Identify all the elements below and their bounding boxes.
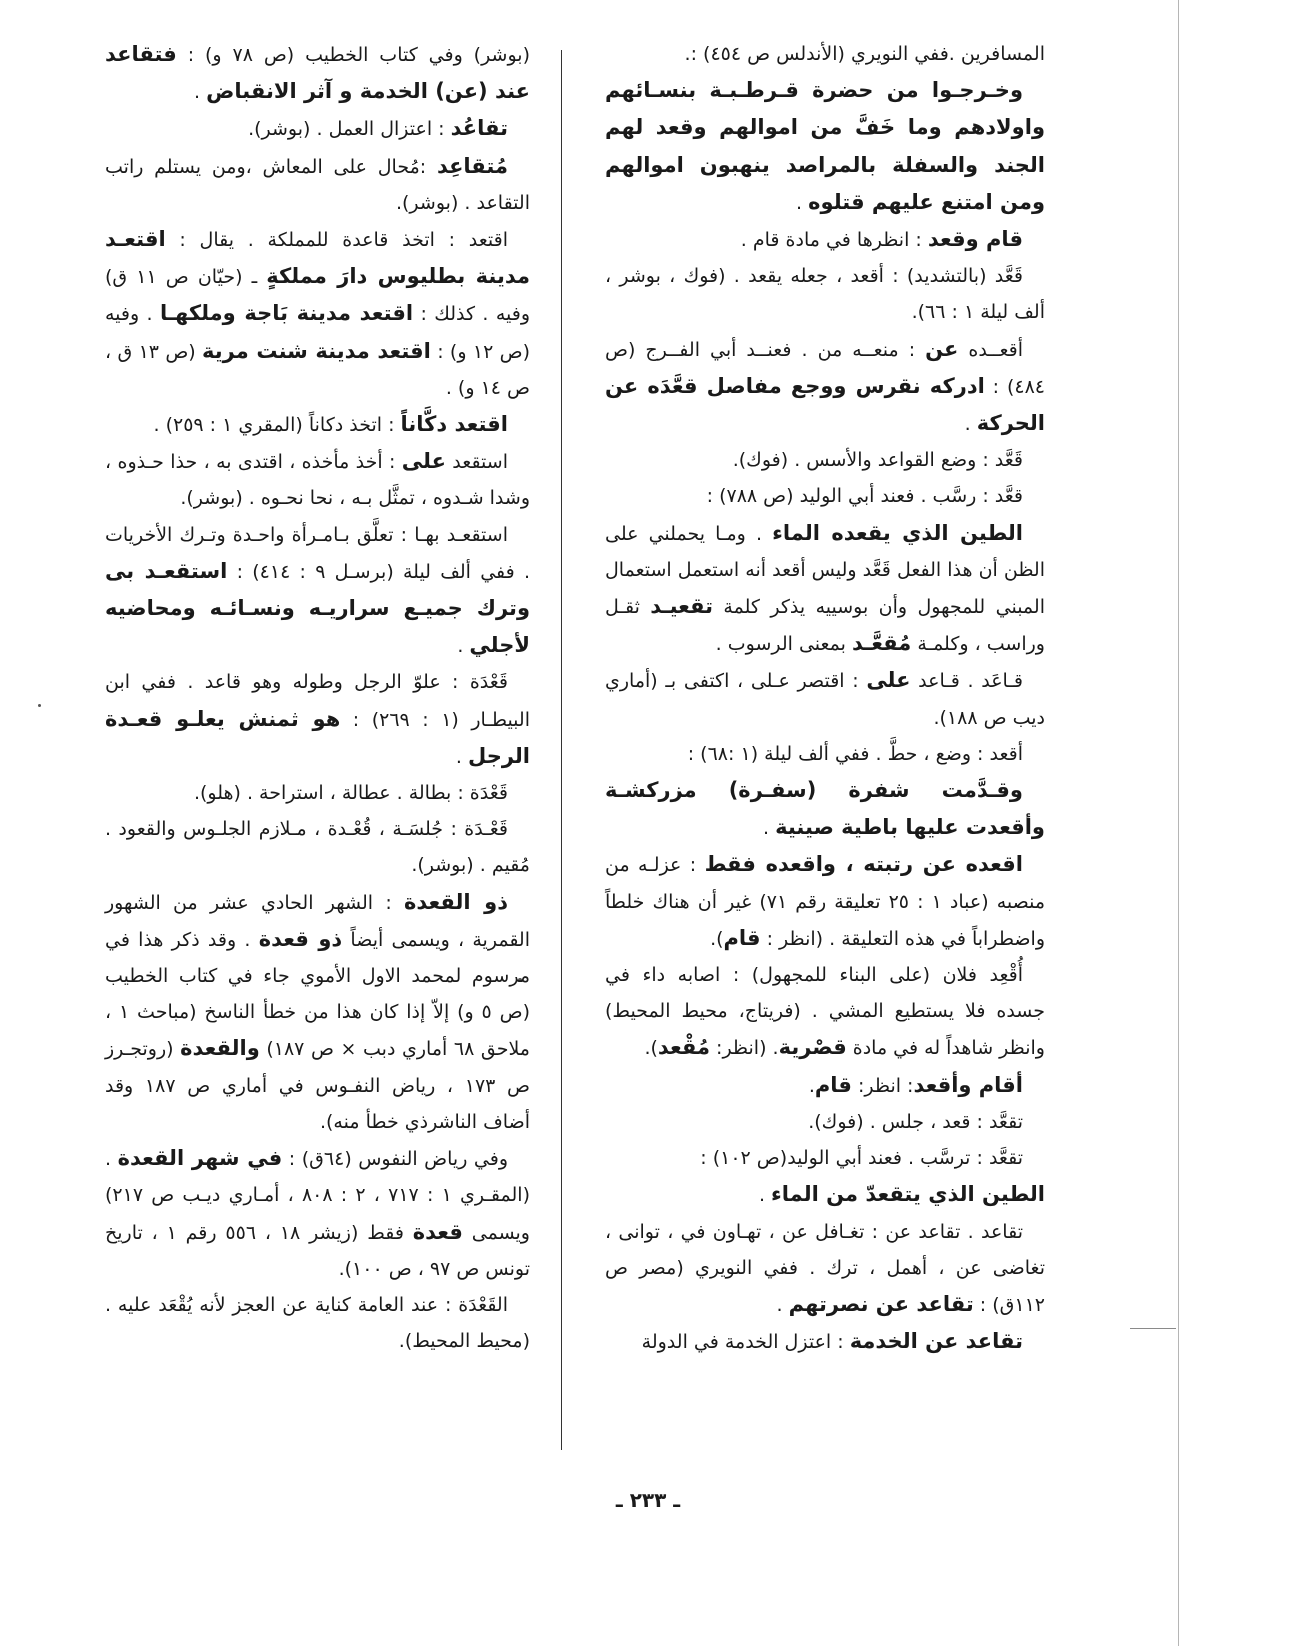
scan-margin-mark — [1130, 1328, 1176, 1329]
dictionary-entry: تقاعُد : اعتزال العمل . (بوشر). — [248, 116, 508, 141]
dictionary-entry: تقاعد عن الخدمة : اعتزل الخدمة في الدولة — [641, 1329, 1023, 1354]
dictionary-entry: مُتقاعِد :مُحال على المعاش ،ومن يستلم راتب التقاعد . (بوشر). — [105, 153, 530, 214]
scan-speck — [38, 704, 41, 707]
dictionary-entry: استقعد على : أخذ مأخذه ، اقتدى به ، حذا حـذوه ، وشدا شـدوه ، تمثَّل بـه ، نحا نحـوه . (بوشر). — [105, 449, 530, 510]
dictionary-entry: قَعْدَة : بطالة . عطالة ، استراحة . (هلو). — [193, 782, 508, 805]
dictionary-entry: (بوشر) وفي كتاب الخطيب (ص ٧٨ و) : فتقاعد عند (عن) الخدمة و آثر الانقباض . — [105, 42, 530, 104]
dictionary-entry: وفي رياض النفوس (٦٤ق) : في شهر القعدة . (المقـري ١ : ٧١٧ ، ٢ : ٨٠٨ ، أمـاري ديـب ص ٢١٧) ويسمى قعدة فقط (زيشر ١٨ ، ٥٥٦ رقم ١ ، تاريخ تونس ص ٩٧ ، ص ١٠٠). — [105, 1146, 530, 1280]
dictionary-entry: وخـرجـوا من حضرة قـرطـبـة بنسـائهم واولادهم وما خَفَّ من اموالهم وقعد لهم الجند والسفلة بالمراصد ينهبون اموالهم ومن امتنع عليهم قتلوه . — [605, 78, 1045, 214]
dictionary-entry: قَعَّد (بالتشديد) : أقعد ، جعله يقعد . (فوك ، بوشر ، ألف ليلة ١ : ٦٦). — [605, 265, 1045, 324]
dictionary-entry: المسافرين .ففي النويري (الأندلس ص ٤٥٤) :. — [684, 43, 1045, 65]
dictionary-entry: الطين الذي يتقعدّ من الماء . — [758, 1182, 1045, 1207]
dictionary-entry: أقعــده عن : منعــه من . فعنــد أبي الفــرج (ص ٤٨٤) : ادركه نقرس ووجع مفاصل قعَّدَه عن الحركة . — [605, 336, 1045, 436]
dictionary-entry: قَعْـدَة : جُلسَـة ، قُعْـدة ، مـلازم الجلـوس والقعود . مُقيم . (بوشر). — [105, 818, 530, 877]
dictionary-entry: أقام وأقعد: انظر: قام. — [808, 1072, 1023, 1097]
dictionary-entry: استقعـد بهـا : تعلَّق بـامـرأة واحـدة وتـرك الأخريات . ففي ألف ليلة (برسـل ٩ : ٤١٤) : استقعـد بى وترك جميـع سراريـه ونسـائـه ومحاضيه لأجلي . — [105, 523, 531, 658]
dictionary-entry: قام وقعد : انظرها في مادة قام . — [740, 227, 1023, 252]
dictionary-entry: تقاعد . تقاعد عن : تغـافل عن ، تهـاون في ، توانى ، تغاضى عن ، أهمل ، ترك . ففي النويري (مصر ص ١١٢ق) : تقاعد عن نصرتهم . — [605, 1220, 1045, 1316]
dictionary-entry: قعَّد : رسَّب . فعند أبي الوليد (ص ٧٨٨) : — [706, 485, 1023, 508]
dictionary-entry: تقعَّد : قعد ، جلس . (فوك). — [808, 1110, 1023, 1133]
dictionary-entry: اقعده عن رتبته ، واقعده فقط : عزلـه من منصبه (عباد ١ : ٢٥ تعليقة رقم ٧١) غير أن هناك خلطاً واضطراباً في هذه التعليقة . (انظر : قام). — [605, 852, 1045, 950]
dictionary-entry: قـاعَد . قـاعد على : اقتصر عـلى ، اكتفى بـ (أماري ديب ص ١٨٨). — [605, 668, 1045, 729]
page-number: ـ ٢٣٣ ـ — [615, 1488, 681, 1512]
dictionary-entry: الطين الذي يقعده الماء . ومـا يحملني على الظن أن هذا الفعل قَعَّد وليس أقعد أنه استعمل استعمال المبني للمجهول وأن بوسييه يذكر كلمة تقعيـد ثقـل وراسب ، وكلمـة مُقعَّـد بمعنى الرسوب . — [605, 520, 1045, 656]
left-column — [105, 36, 530, 1359]
dictionary-entry: أُقْعِد فلان (على البناء للمجهول) : اصابه داء في جسده فلا يستطيع المشي . (فريتاج، محيط المحيط) وانظر شاهداً له في مادة قصْرية. (انظر: مُقْعد). — [605, 964, 1045, 1060]
dictionary-entry: اقتعد : اتخذ قاعدة للمملكة . يقال : اقتعـد مدينة بطليوس دارَ مملكةٍ ـ (حيّان ص ١١ ق) وفيه . كذلك : اقتعد مدينة بَاجة وملكهـا . وفيه (ص ١٢ و) : اقتعد مدينة شنت مرية (ص ١٣ ق ، ص ١٤ و) . — [105, 227, 531, 399]
dictionary-entry: أقعد : وضع ، حطَّ . ففي ألف ليلة (١ :٦٨) : — [687, 742, 1023, 765]
scan-edge-line — [1178, 0, 1179, 1646]
dictionary-entry: اقتعد دكَّاناً : اتخذ دكاناً (المقري ١ : ٢٥٩) . — [153, 412, 508, 437]
dictionary-entry: قَعْدَة : علوّ الرجل وطوله وهو قاعد . ففي ابن البيطـار (١ : ٢٦٩) : هو ثمنش يعلـو قعـدة الرجل . — [105, 671, 530, 768]
dictionary-entry: وقـدَّمت شفرة (سفـرة) مزركشـة وأقعدت عليها باطية صينية . — [605, 778, 1045, 840]
right-column — [605, 36, 1045, 1360]
dictionary-entry: القَعْدَة : عند العامة كناية عن العجز لأنه يُقْعَد عليه . (محيط المحيط). — [105, 1293, 530, 1353]
dictionary-entry: قَعَّد : وضع القواعد والأسس . (فوك). — [732, 449, 1023, 472]
column-divider — [561, 50, 562, 1450]
dictionary-entry: تقعَّد : ترسَّب . فعند أبي الوليد(ص ١٠٢) : — [700, 1147, 1023, 1170]
dictionary-entry: ذو القعدة : الشهر الحادي عشر من الشهور القمرية ، ويسمى أيضاً ذو قعدة . وقد ذكر هذا في مرسوم لمحمد الاول الأموي جاء في كتاب الخطيب (ص ٥ و) إلاّ إذا كان هذا من خطأ الناسخ (مباحث ١ ، ملاحق ٦٨ أماري دبب × ص ١٨٧) والقعدة (روتجـرز ص ١٧٣ ، رياض النفـوس في أماري ص ١٨٧ وقد أضاف الناشرذي خطأ منه). — [105, 889, 530, 1133]
